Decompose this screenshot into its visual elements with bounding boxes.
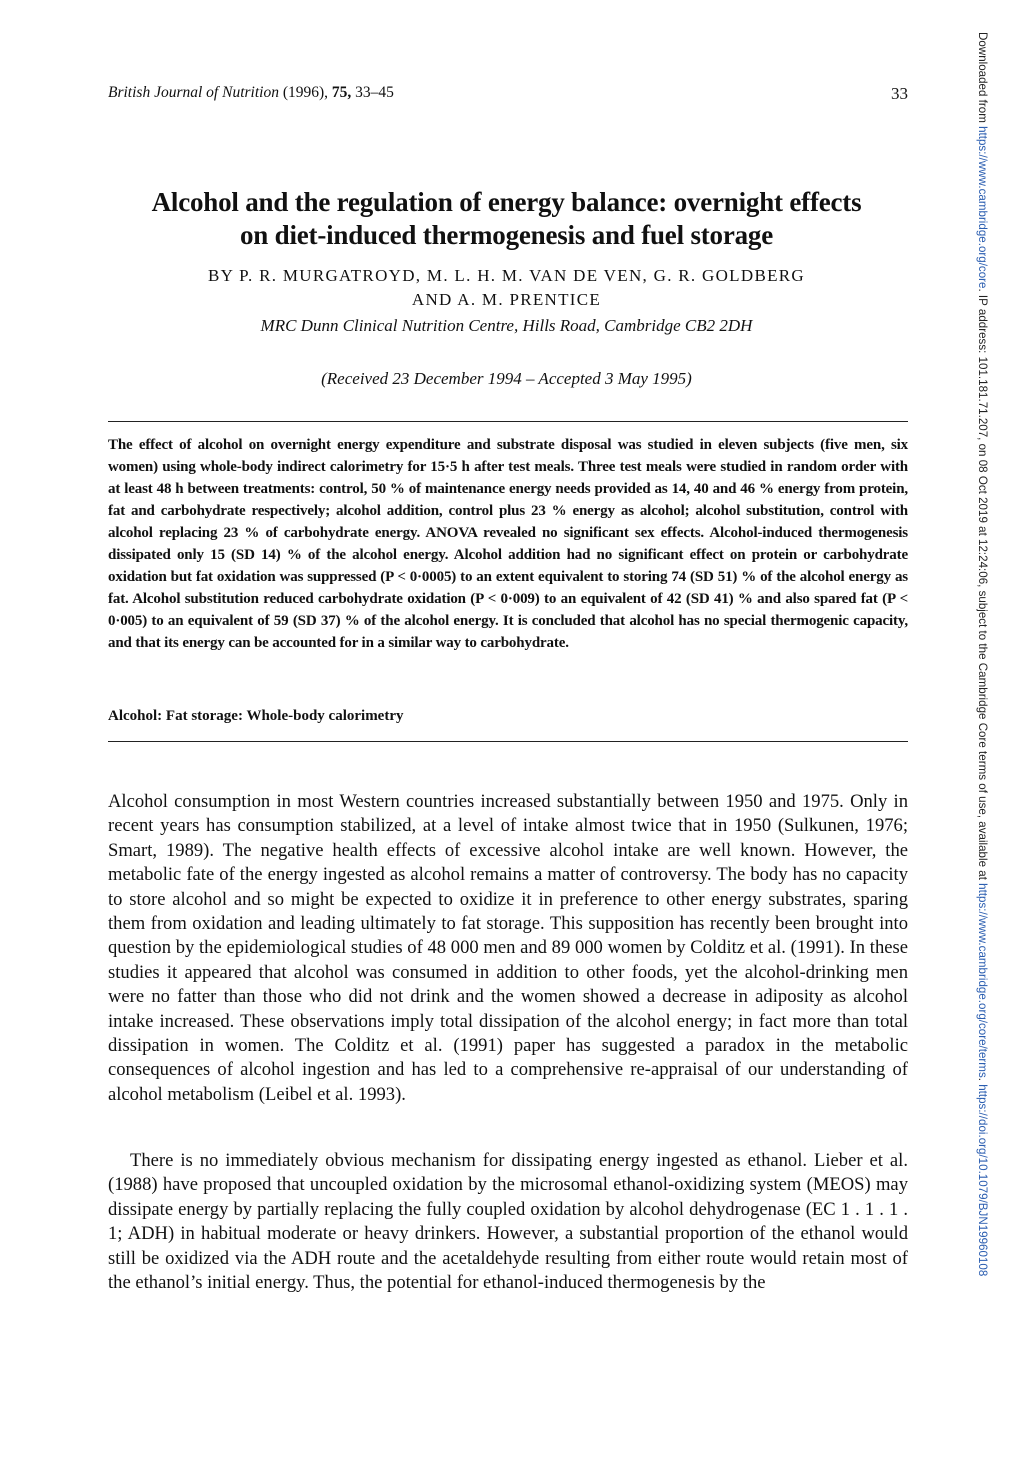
authors bbox=[100, 264, 913, 312]
article-title bbox=[100, 186, 913, 252]
download-notice-separator: . bbox=[976, 1077, 989, 1085]
title-line-1: Alcohol and the regulation of energy balance: overnight effects bbox=[151, 187, 862, 217]
affiliation: MRC Dunn Clinical Nutrition Centre, Hills Road, Cambridge CB2 2DH bbox=[260, 316, 753, 335]
abstract: The effect of alcohol on overnight energy expenditure and substrate disposal was studied in eleven subjects (five men, six women) using whole-body indirect calorimetry for 15·5 h after test meals. Three test meals were studied in random order with at least 48 h between treatments: control, 50 % of maintenance energy needs provided as 14, 40 and 46 % energy from protein, fat and carbohydrate respectively; alcohol addition, control plus 23 % energy as alcohol; alcohol substitution, control with alcohol replacing 23 % of carbohydrate energy. ANOVA revealed no significant sex effects. Alcohol-induced thermogenesis dissipated only 15 (SD 14) % of the alcohol energy. Alcohol addition had no significant effect on protein or carbohydrate oxidation but fat oxidation was suppressed (P < 0·0005) to an extent equivalent to storing 74 (SD 51) % of the alcohol energy as fat. Alcohol substitution reduced carbohydrate oxidation (P < 0·009) to an equivalent of 42 (SD 41) % and also spared fat (P < 0·005) to an equivalent of 59 (SD 37) % of the alcohol energy. It is concluded that alcohol has no special thermogenic capacity, and that its energy can be accounted for in a similar way to carbohydrate. bbox=[108, 437, 908, 651]
body-paragraph-2: There is no immediately obvious mechanism for dissipating energy ingested as ethanol. Lieber et al. (1988) have proposed that uncoupled oxidation by the microsomal ethanol-oxidizing system (MEOS) may dissipate energy by partially replacing the fully coupled oxidation by alcohol dehydrogenase (EC 1 . 1 . 1 . 1; ADH) in habitual moderate or heavy drinkers. However, a substantial proportion of the ethanol would still be oxidized via the ADH route and the acetaldehyde resulting from either route would retain most of the ethanol’s initial energy. Thus, the potential for ethanol-induced thermogenesis by the bbox=[108, 1150, 908, 1294]
doi-link[interactable]: https://doi.org/10.1079/BJN19960108 bbox=[976, 1084, 989, 1277]
cambridge-core-link[interactable]: https://www.cambridge.org/core bbox=[976, 126, 989, 289]
abstract-bottom-rule bbox=[108, 741, 908, 742]
running-head bbox=[108, 84, 908, 108]
authors-line-1: BY P. R. MURGATROYD, M. L. H. M. VAN DE VEN, G. R. GOLDBERG bbox=[208, 266, 805, 285]
download-notice-middle: . IP address: 101.181.71.207, on 08 Oct 2019 at 12:24:06, subject to the Cambridge Core terms of use, available at bbox=[976, 288, 989, 884]
keywords: Alcohol: Fat storage: Whole-body calorimetry bbox=[108, 708, 404, 724]
journal-volume: 75, bbox=[331, 84, 352, 101]
journal-pages: 33–45 bbox=[355, 84, 394, 101]
authors-line-2: AND A. M. PRENTICE bbox=[411, 290, 602, 309]
download-notice-prefix: Downloaded from bbox=[976, 32, 989, 127]
body-paragraph-1: Alcohol consumption in most Western countries increased substantially between 1950 and 1975. Only in recent years has consumption stabilized, at a level of intake almost twice that in 1950 (Sulkunen, 1976; Smart, 1989). The negative health effects of excessive alcohol intake are well known. However, the metabolic fate of the energy ingested as alcohol remains a matter of controversy. The body has no capacity to store alcohol and so might be expected to oxidize it in preference to other energy substrates, sparing them from oxidation and leading ultimately to fat storage. This supposition has recently been brought into question by the epidemiological studies of 48 000 men and 89 000 women by Colditz et al. (1991). In these studies it appeared that alcohol was consumed in addition to other foods, yet the alcohol-drinking men were no fatter than those who did not drink and the women showed a decrease in adiposity as alcohol intake increased. These observations imply total dissipation of the alcohol energy; in fact more than total dissipation in women. The Colditz et al. (1991) paper has suggested a paradox in the metabolic consequences of alcohol ingestion and has led to a comprehensive re-appraisal of our understanding of alcohol metabolism (Leibel et al. 1993). bbox=[108, 791, 908, 1105]
download-notice bbox=[976, 32, 989, 1276]
journal-name: British Journal of Nutrition bbox=[108, 84, 279, 101]
page-number: 33 bbox=[891, 84, 908, 103]
title-line-2: on diet-induced thermogenesis and fuel storage bbox=[239, 220, 774, 250]
journal-year: (1996), bbox=[282, 84, 329, 101]
abstract-top-rule bbox=[108, 421, 908, 422]
received-dates: (Received 23 December 1994 – Accepted 3 May 1995) bbox=[321, 369, 692, 388]
terms-link[interactable]: https://www.cambridge.org/core/terms bbox=[976, 883, 989, 1078]
